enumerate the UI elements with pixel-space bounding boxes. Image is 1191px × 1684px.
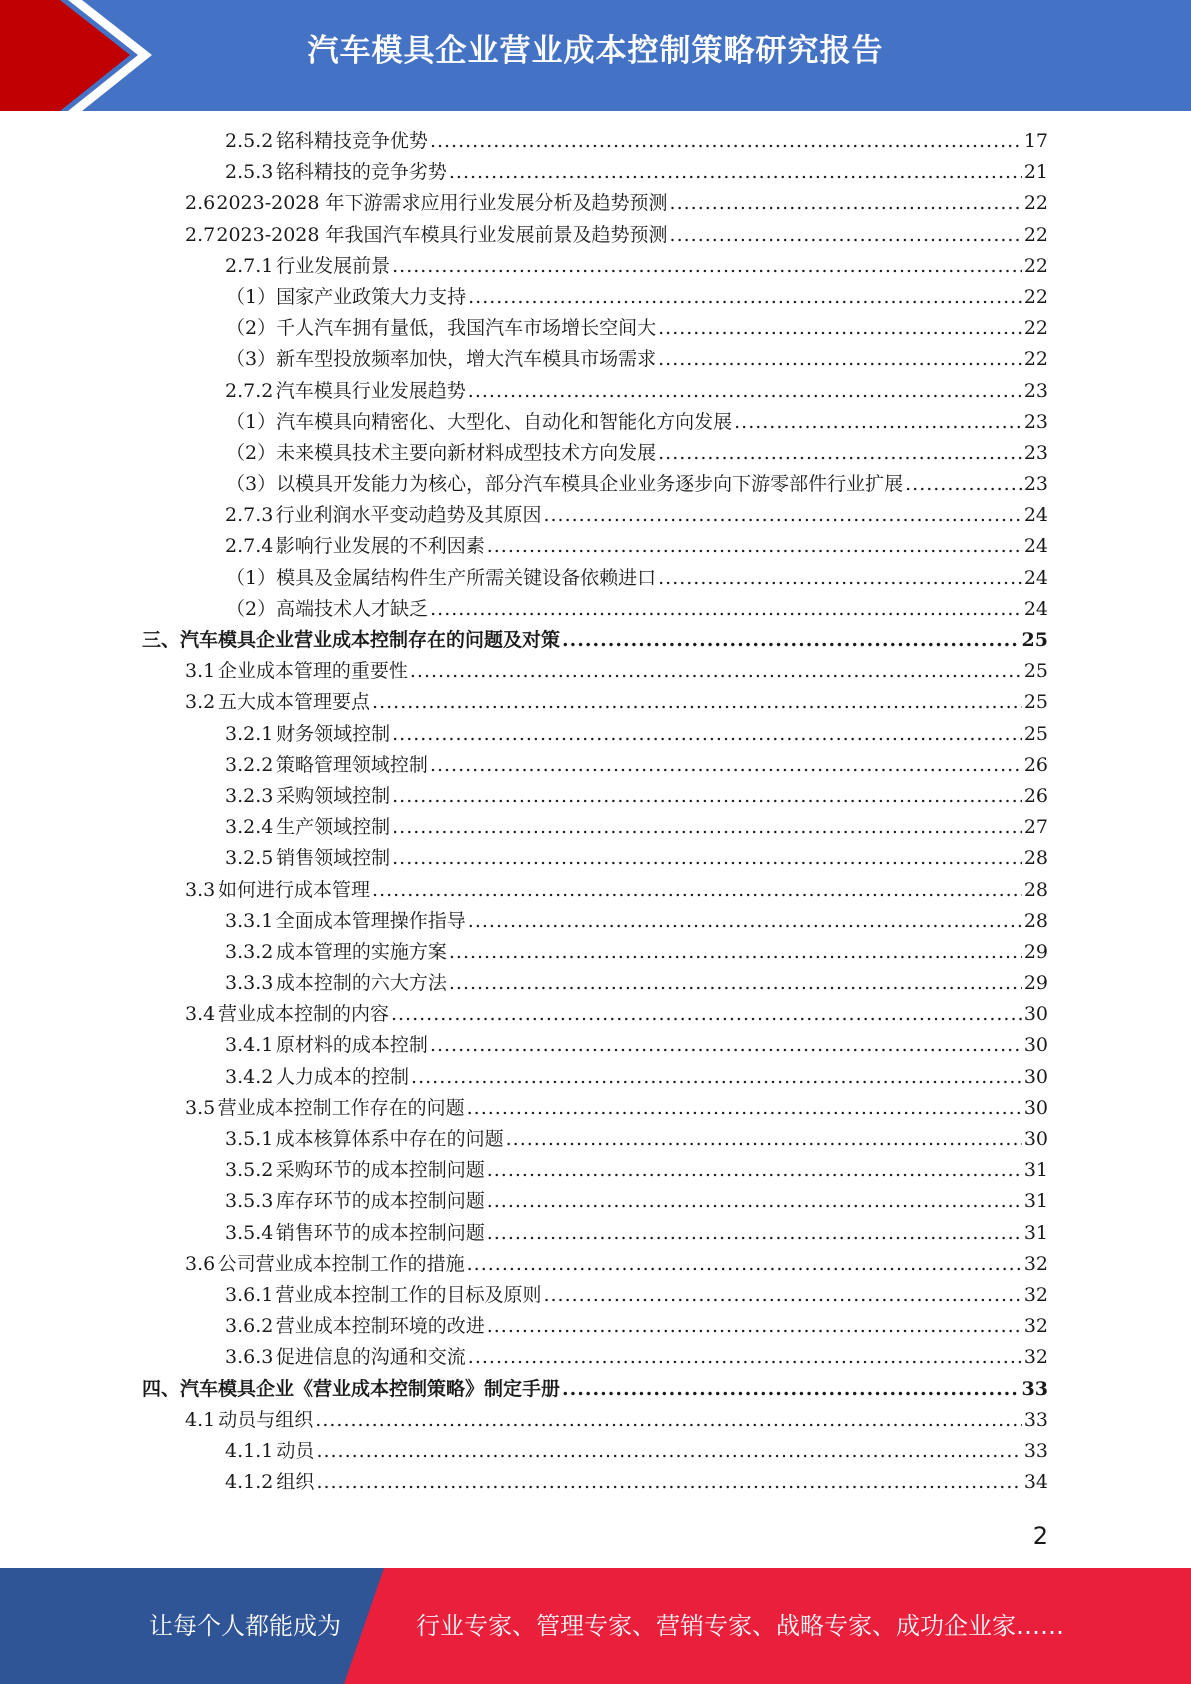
toc-entry-page: 32	[1023, 1283, 1048, 1306]
toc-entry-number: 3.5	[185, 1096, 216, 1119]
toc-entry-page: 29	[1023, 972, 1048, 995]
toc-entry-title: 成本核算体系中存在的问题	[275, 1128, 504, 1150]
toc-entry-page: 30	[1023, 1003, 1048, 1026]
toc-entry[interactable]	[0, 282, 1191, 313]
toc-entry-number: 2.7.1	[225, 254, 274, 277]
toc-dot-leader	[467, 1253, 1022, 1275]
toc-entry-title: 汽车模具向精密化、大型化、自动化和智能化方向发展	[276, 410, 733, 433]
toc-entry-number: 2.7.3	[225, 504, 274, 527]
toc-entry-title: 全面成本管理操作指导	[275, 909, 466, 932]
toc-entry[interactable]	[0, 407, 1191, 438]
toc-dot-leader	[430, 754, 1022, 776]
toc-entry-page: 24	[1023, 597, 1048, 620]
toc-entry-page: 24	[1023, 566, 1048, 589]
toc-entry-title: 动员与组织	[218, 1408, 314, 1431]
toc-entry-number: 3.2.5	[225, 847, 274, 870]
toc-entry-title: 采购领域控制	[276, 784, 391, 807]
toc-entry-number: （1）	[226, 566, 277, 589]
toc-dot-leader	[392, 785, 1022, 807]
toc-dot-leader	[734, 411, 1022, 433]
toc-entry-title: 组织	[276, 1471, 315, 1494]
toc-dot-leader	[658, 317, 1022, 339]
toc-entry-number: 三、	[142, 629, 181, 651]
table-of-contents	[0, 126, 1191, 1498]
toc-dot-leader	[487, 1315, 1022, 1337]
toc-entry-title: 2023-2028 年下游需求应用行业发展分析及趋势预测	[216, 192, 668, 215]
toc-entry-page: 23	[1023, 473, 1048, 496]
toc-entry-number: 3.6.2	[225, 1315, 274, 1338]
toc-entry-page: 24	[1023, 504, 1048, 527]
toc-entry[interactable]	[0, 1030, 1191, 1061]
toc-entry-number: （3）	[226, 473, 277, 496]
toc-entry[interactable]	[0, 563, 1191, 594]
toc-entry-title: 营业成本控制工作的目标及原则	[275, 1283, 542, 1306]
toc-entry-title: 如何进行成本管理	[218, 878, 371, 901]
toc-entry[interactable]	[0, 251, 1191, 282]
toc-entry-page: 25	[1023, 691, 1048, 714]
toc-entry-title: 企业成本管理的重要性	[217, 660, 408, 683]
toc-dot-leader	[316, 1440, 1021, 1462]
toc-dot-leader	[430, 130, 1022, 152]
toc-dot-leader	[658, 442, 1022, 464]
toc-dot-leader	[562, 1378, 1020, 1400]
toc-entry[interactable]	[0, 906, 1191, 937]
toc-entry[interactable]	[0, 999, 1191, 1030]
toc-entry[interactable]	[0, 313, 1191, 344]
toc-entry-page: 32	[1023, 1346, 1048, 1369]
toc-entry-number: 3.4.1	[225, 1034, 274, 1057]
toc-entry-title: 千人汽车拥有量低，我国汽车市场增长空间大	[276, 317, 657, 340]
toc-dot-leader	[372, 691, 1022, 713]
page-number: 2	[1032, 1522, 1048, 1550]
toc-dot-leader	[392, 816, 1022, 838]
toc-entry-page: 23	[1023, 379, 1048, 402]
toc-entry-page: 22	[1023, 254, 1048, 277]
toc-entry-title: 营业成本控制的内容	[217, 1003, 389, 1026]
toc-entry-number: 3.5.4	[225, 1221, 274, 1244]
toc-entry-title: 策略管理领域控制	[275, 753, 428, 776]
toc-entry-title: 影响行业发展的不利因素	[275, 535, 485, 558]
toc-entry-number: 3.5.2	[225, 1159, 274, 1182]
toc-entry[interactable]	[0, 1342, 1191, 1373]
toc-dot-leader	[392, 255, 1022, 277]
toc-dot-leader	[430, 1034, 1022, 1056]
toc-entry[interactable]	[0, 812, 1191, 843]
toc-entry[interactable]	[0, 656, 1191, 687]
toc-dot-leader	[372, 879, 1022, 901]
toc-entry[interactable]	[0, 1311, 1191, 1342]
toc-entry-page: 23	[1023, 441, 1048, 464]
toc-dot-leader	[391, 1003, 1022, 1025]
toc-entry-number: 3.6.1	[225, 1283, 274, 1306]
toc-entry-title: 采购环节的成本控制问题	[275, 1159, 485, 1182]
toc-entry-number: （2）	[226, 597, 277, 620]
footer-slogan-left: 让每个人都能成为	[149, 1612, 341, 1640]
toc-entry-number: 2.6	[185, 192, 216, 215]
toc-entry-title: 铭科精技竞争优势	[275, 130, 428, 152]
toc-entry-title: 新车型投放频率加快，增大汽车模具市场需求	[276, 348, 657, 371]
toc-entry-title: 促进信息的沟通和交流	[275, 1346, 466, 1369]
toc-entry[interactable]	[0, 469, 1191, 500]
toc-entry-page: 31	[1023, 1159, 1048, 1182]
toc-dot-leader	[487, 1190, 1022, 1212]
toc-entry[interactable]	[0, 157, 1191, 188]
toc-entry[interactable]	[0, 438, 1191, 469]
toc-entry-page: 28	[1023, 878, 1048, 901]
toc-entry[interactable]	[0, 188, 1191, 219]
toc-entry[interactable]	[0, 719, 1191, 750]
toc-entry-title: 库存环节的成本控制问题	[275, 1190, 485, 1213]
toc-dot-leader	[562, 629, 1020, 651]
toc-entry-page: 25	[1023, 660, 1048, 683]
toc-entry[interactable]	[0, 1467, 1191, 1498]
toc-entry[interactable]	[0, 1093, 1191, 1124]
toc-dot-leader	[543, 504, 1021, 526]
toc-dot-leader	[467, 1097, 1022, 1119]
toc-entry-number: 3.4.2	[225, 1065, 274, 1088]
toc-entry-number: 3.2.2	[225, 753, 274, 776]
toc-entry-number: 4.1.2	[225, 1471, 274, 1494]
footer-slogan-right: 行业专家、管理专家、营销专家、战略专家、成功企业家……	[416, 1612, 1064, 1640]
toc-entry-number: 2.5.2	[225, 130, 274, 152]
toc-entry-number: 3.5.3	[225, 1190, 274, 1213]
toc-dot-leader	[410, 660, 1022, 682]
toc-entry-title: 国家产业政策大力支持	[276, 285, 467, 308]
toc-dot-leader	[487, 535, 1022, 557]
toc-entry-title: 高端技术人才缺乏	[276, 597, 429, 620]
toc-entry-title: 铭科精技的竞争劣势	[275, 161, 447, 184]
toc-entry-title: 汽车模具企业营业成本控制存在的问题及对策	[180, 629, 561, 651]
toc-entry-page: 29	[1023, 940, 1048, 963]
toc-entry[interactable]	[0, 344, 1191, 375]
toc-entry-title: 2023-2028 年我国汽车模具行业发展前景及趋势预测	[216, 223, 668, 246]
toc-entry-page: 22	[1023, 223, 1048, 246]
toc-entry-number: 2.7.4	[225, 535, 274, 558]
toc-entry-page: 22	[1023, 348, 1048, 371]
toc-entry[interactable]	[0, 1280, 1191, 1311]
toc-entry[interactable]	[0, 1186, 1191, 1217]
toc-entry-title: 原材料的成本控制	[275, 1034, 428, 1057]
toc-entry-number: 3.3.2	[225, 940, 274, 963]
toc-entry-title: 销售领域控制	[276, 847, 391, 870]
toc-entry-title: 销售环节的成本控制问题	[275, 1221, 485, 1244]
toc-entry-page: 25	[1021, 629, 1048, 651]
toc-entry[interactable]	[0, 594, 1191, 625]
toc-dot-leader	[468, 380, 1022, 402]
page-footer	[0, 1568, 1191, 1684]
toc-entry[interactable]	[0, 1062, 1191, 1093]
toc-entry-title: 汽车模具行业发展趋势	[275, 379, 466, 402]
toc-entry[interactable]	[0, 781, 1191, 812]
toc-entry-page: 30	[1023, 1034, 1048, 1057]
toc-dot-leader	[316, 1471, 1021, 1493]
toc-entry-number: 2.7	[185, 223, 216, 246]
toc-entry-title: 生产领域控制	[276, 816, 391, 839]
toc-entry[interactable]	[0, 750, 1191, 781]
toc-dot-leader	[658, 567, 1022, 589]
toc-dot-leader	[487, 1222, 1022, 1244]
toc-dot-leader	[468, 286, 1022, 308]
toc-entry-title: 成本控制的六大方法	[275, 972, 447, 995]
toc-entry[interactable]	[0, 1436, 1191, 1467]
toc-entry-number: 四、	[142, 1377, 181, 1400]
toc-entry-number: 3.2.1	[225, 722, 274, 745]
toc-dot-leader	[543, 1284, 1021, 1306]
toc-dot-leader	[468, 910, 1022, 932]
toc-entry-title: 行业发展前景	[276, 254, 391, 277]
toc-entry[interactable]	[0, 126, 1191, 157]
toc-entry-number: （1）	[226, 285, 277, 308]
toc-entry-page: 17	[1023, 130, 1048, 152]
toc-entry-page: 24	[1023, 535, 1048, 558]
toc-entry-number: 4.1.1	[225, 1439, 274, 1462]
toc-dot-leader	[449, 972, 1022, 994]
toc-entry-title: 营业成本控制环境的改进	[275, 1315, 485, 1338]
toc-entry-page: 28	[1023, 909, 1048, 932]
toc-entry-title: 动员	[276, 1439, 315, 1462]
toc-entry-title: 财务领域控制	[276, 722, 391, 745]
toc-entry-page: 30	[1023, 1128, 1048, 1150]
toc-dot-leader	[658, 348, 1022, 370]
toc-dot-leader	[449, 161, 1022, 183]
toc-entry[interactable]	[0, 1155, 1191, 1186]
toc-dot-leader	[315, 1409, 1022, 1431]
toc-entry-title: 五大成本管理要点	[218, 691, 371, 714]
toc-entry-title: 未来模具技术主要向新材料成型技术方向发展	[276, 441, 657, 464]
toc-entry-number: 4.1	[185, 1408, 216, 1431]
toc-entry-title: 行业利润水平变动趋势及其原因	[275, 504, 542, 527]
toc-entry-page: 26	[1023, 784, 1048, 807]
toc-entry-number: （2）	[226, 441, 277, 464]
toc-entry-page: 28	[1023, 847, 1048, 870]
toc-entry[interactable]	[0, 937, 1191, 968]
toc-entry-title: 以模具开发能力为核心，部分汽车模具企业业务逐步向下游零部件行业扩展	[276, 473, 904, 496]
toc-entry[interactable]	[0, 376, 1191, 407]
toc-dot-leader	[487, 1159, 1022, 1181]
toc-dot-leader	[449, 941, 1022, 963]
toc-entry[interactable]	[0, 531, 1191, 562]
toc-entry-page: 33	[1023, 1408, 1048, 1431]
toc-entry-title: 营业成本控制工作存在的问题	[217, 1096, 465, 1119]
toc-entry-number: 3.6	[185, 1252, 216, 1275]
toc-entry-page: 33	[1023, 1439, 1048, 1462]
toc-entry[interactable]	[0, 625, 1191, 656]
toc-entry-page: 25	[1023, 722, 1048, 745]
toc-entry-page: 32	[1023, 1252, 1048, 1275]
toc-entry-title: 汽车模具企业《营业成本控制策略》制定手册	[180, 1377, 561, 1400]
toc-entry-page: 33	[1021, 1377, 1048, 1400]
toc-entry[interactable]	[0, 1218, 1191, 1249]
toc-entry[interactable]	[0, 843, 1191, 874]
toc-entry-number: （3）	[226, 348, 277, 371]
toc-entry-number: 3.3.3	[225, 972, 274, 995]
toc-entry[interactable]	[0, 968, 1191, 999]
toc-dot-leader	[392, 847, 1022, 869]
toc-entry-page: 22	[1023, 317, 1048, 340]
toc-entry-number: 3.1	[185, 660, 216, 683]
toc-entry-page: 34	[1023, 1471, 1048, 1494]
toc-entry[interactable]	[0, 875, 1191, 906]
toc-entry[interactable]	[0, 1124, 1191, 1155]
toc-entry-title: 模具及金属结构件生产所需关键设备依赖进口	[276, 566, 657, 589]
toc-entry-number: 2.5.3	[225, 161, 274, 184]
toc-entry[interactable]	[0, 1374, 1191, 1405]
toc-entry-number: 2.7.2	[225, 379, 274, 402]
toc-dot-leader	[468, 1346, 1022, 1368]
toc-entry-number: 3.6.3	[225, 1346, 274, 1369]
toc-entry[interactable]	[0, 687, 1191, 718]
toc-dot-leader	[506, 1128, 1022, 1150]
toc-entry-page: 26	[1023, 753, 1048, 776]
toc-dot-leader	[670, 224, 1022, 246]
toc-entry[interactable]	[0, 1249, 1191, 1280]
toc-entry-page: 22	[1023, 192, 1048, 215]
report-title: 汽车模具企业营业成本控制策略研究报告	[307, 33, 884, 69]
toc-entry[interactable]	[0, 1405, 1191, 1436]
toc-entry-page: 30	[1023, 1065, 1048, 1088]
toc-entry-number: （2）	[226, 317, 277, 340]
toc-entry[interactable]	[0, 500, 1191, 531]
toc-entry-page: 21	[1023, 161, 1048, 184]
toc-entry-page: 31	[1023, 1221, 1048, 1244]
toc-dot-leader	[430, 598, 1022, 620]
toc-entry-number: 3.5.1	[225, 1128, 274, 1150]
toc-entry-page: 32	[1023, 1315, 1048, 1338]
toc-dot-leader	[670, 192, 1022, 214]
toc-entry-title: 人力成本的控制	[276, 1065, 410, 1088]
toc-entry-title: 公司营业成本控制工作的措施	[217, 1252, 465, 1275]
toc-entry-page: 22	[1023, 285, 1048, 308]
toc-entry-page: 31	[1023, 1190, 1048, 1213]
toc-entry-number: 3.3	[185, 878, 216, 901]
toc-dot-leader	[905, 473, 1022, 495]
toc-entry-page: 23	[1023, 410, 1048, 433]
toc-entry-title: 成本管理的实施方案	[275, 940, 447, 963]
toc-entry-number: （1）	[226, 410, 277, 433]
toc-entry-number: 3.2.4	[225, 816, 274, 839]
toc-entry-number: 3.4	[185, 1003, 216, 1026]
toc-entry[interactable]	[0, 220, 1191, 251]
toc-entry-page: 30	[1023, 1096, 1048, 1119]
toc-entry-number: 3.2	[185, 691, 216, 714]
toc-dot-leader	[392, 723, 1022, 745]
page-header	[0, 0, 1191, 111]
toc-entry-number: 3.3.1	[225, 909, 274, 932]
toc-entry-number: 3.2.3	[225, 784, 274, 807]
toc-entry-page: 27	[1023, 816, 1048, 839]
toc-dot-leader	[411, 1066, 1022, 1088]
